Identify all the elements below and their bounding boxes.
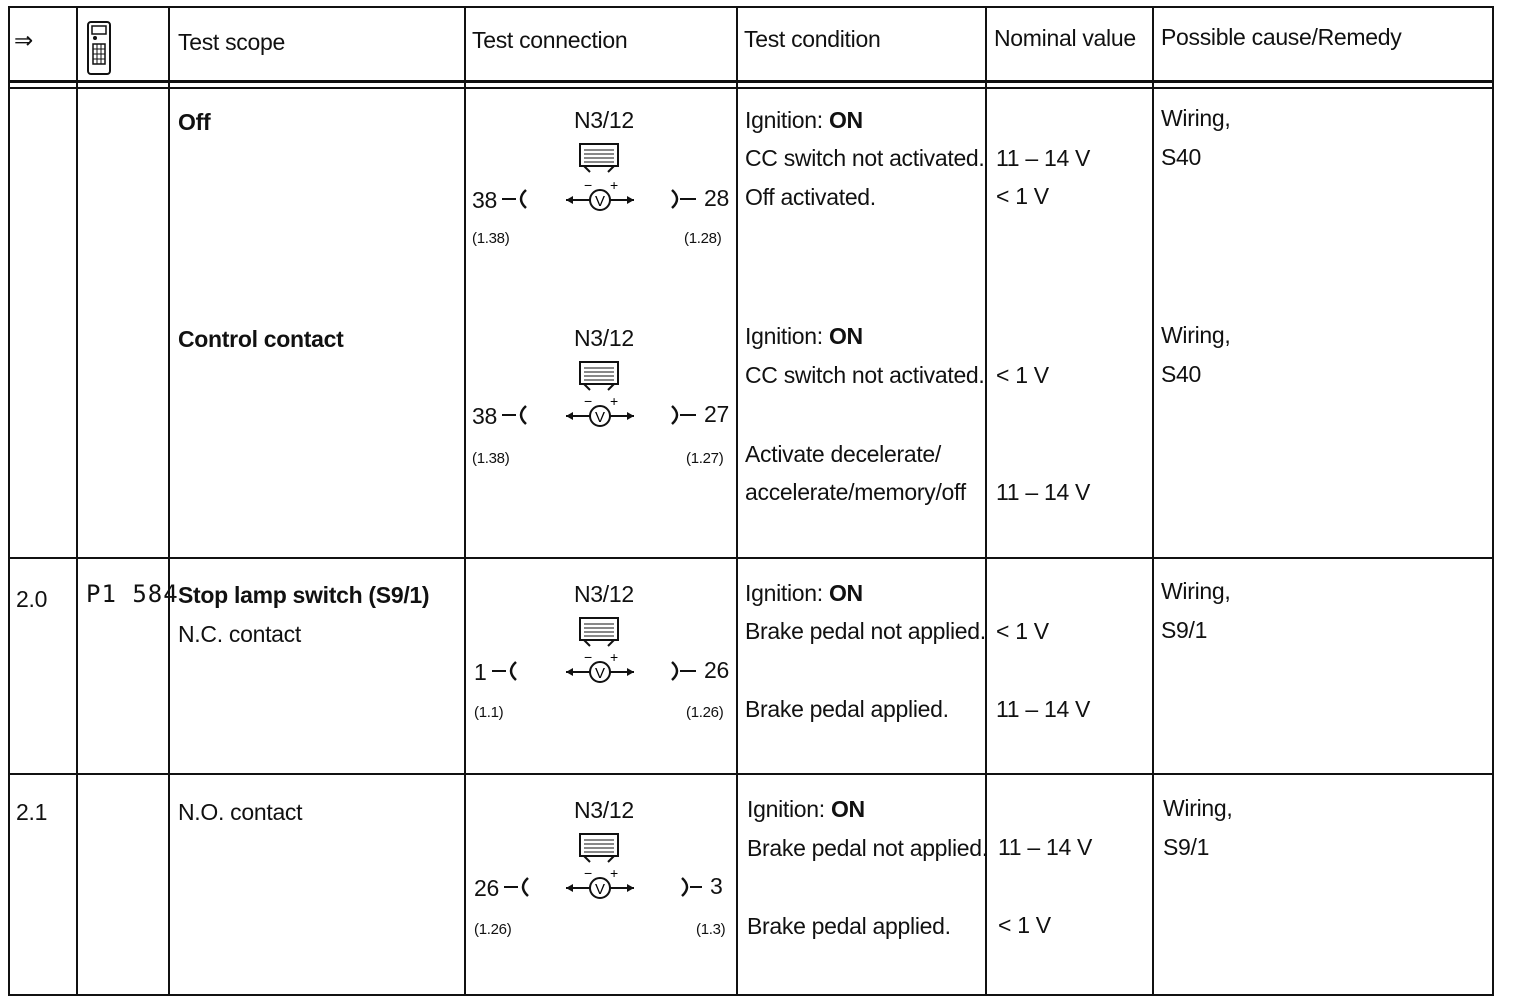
condition-text: Brake pedal applied. — [745, 696, 949, 722]
condition-text: Off activated. — [745, 184, 876, 210]
nominal-value: 11 – 14 V — [996, 145, 1091, 171]
header-test-scope: Test scope — [178, 29, 285, 55]
module-label: N3/12 — [574, 325, 634, 351]
left-ref: (1.38) — [472, 230, 510, 247]
svg-text:−: − — [584, 865, 593, 881]
left-pin: 26 — [474, 875, 499, 901]
left-pin: 38 — [472, 403, 497, 429]
cause-text: Wiring, — [1161, 105, 1231, 131]
cause-text: S9/1 — [1161, 617, 1208, 643]
test-connection-diagram — [466, 104, 738, 254]
probe-left-icon — [500, 184, 530, 214]
condition-ignition: Ignition: ON — [745, 107, 863, 133]
svg-text:V: V — [595, 881, 606, 898]
probe-right-icon — [668, 400, 698, 430]
probe-right-icon — [668, 184, 698, 214]
condition-text: accelerate/memory/off — [745, 479, 966, 505]
scope-title: Control contact — [178, 326, 344, 352]
left-pin: 38 — [472, 187, 497, 213]
svg-text:−: − — [584, 649, 593, 665]
condition-ignition: Ignition: ON — [745, 580, 863, 606]
header-possible-cause: Possible cause/Remedy — [1161, 24, 1402, 50]
left-ref: (1.38) — [472, 450, 510, 467]
connector-block-icon — [576, 614, 624, 648]
test-connection-diagram — [466, 794, 738, 944]
scope-title: Off — [178, 109, 211, 135]
cause-text: Wiring, — [1161, 578, 1231, 604]
condition-text: Brake pedal not applied. — [747, 835, 988, 861]
connector-block-icon — [576, 140, 624, 174]
scope-title: Stop lamp switch (S9/1) — [178, 582, 430, 608]
left-ref: (1.26) — [474, 921, 512, 938]
right-pin: 28 — [704, 185, 729, 211]
module-label: N3/12 — [574, 107, 634, 133]
voltmeter-icon — [562, 178, 642, 218]
svg-text:+: + — [610, 865, 619, 881]
connector-block-icon — [576, 358, 624, 392]
svg-text:−: − — [584, 393, 593, 409]
scope-subtitle: N.C. contact — [178, 621, 301, 647]
right-pin: 3 — [710, 873, 723, 899]
nominal-value: 11 – 14 V — [996, 479, 1091, 505]
svg-text:V: V — [595, 409, 606, 426]
probe-right-icon — [668, 656, 698, 686]
cause-text: Wiring, — [1163, 795, 1233, 821]
svg-text:+: + — [610, 177, 619, 193]
probe-left-icon — [490, 656, 520, 686]
probe-right-icon — [678, 872, 708, 902]
module-label: N3/12 — [574, 581, 634, 607]
nominal-value: < 1 V — [996, 618, 1049, 644]
condition-text: Activate decelerate/ — [745, 441, 942, 467]
voltmeter-icon — [562, 394, 642, 434]
nominal-value: 11 – 14 V — [996, 696, 1091, 722]
connector-block-icon — [576, 830, 624, 864]
right-ref: (1.27) — [686, 450, 724, 467]
nominal-value: < 1 V — [996, 183, 1049, 209]
condition-text: Brake pedal not applied. — [745, 618, 986, 644]
svg-text:−: − — [584, 177, 593, 193]
right-pin: 27 — [704, 401, 729, 427]
right-ref: (1.3) — [696, 921, 726, 938]
left-ref: (1.1) — [474, 704, 504, 721]
condition-text: Brake pedal applied. — [747, 913, 951, 939]
test-connection-diagram — [466, 322, 738, 472]
right-ref: (1.28) — [684, 230, 722, 247]
probe-left-icon — [500, 400, 530, 430]
header-test-condition: Test condition — [744, 26, 881, 52]
cause-text: Wiring, — [1161, 322, 1231, 348]
nominal-value: < 1 V — [996, 362, 1049, 388]
module-label: N3/12 — [574, 797, 634, 823]
voltmeter-icon — [562, 866, 642, 906]
nominal-value: < 1 V — [998, 912, 1051, 938]
cause-text: S9/1 — [1163, 834, 1210, 860]
right-pin: 26 — [704, 657, 729, 683]
fault-code: P1 584 — [86, 580, 179, 608]
tester-device-icon — [86, 20, 112, 81]
condition-ignition: Ignition: ON — [745, 323, 863, 349]
svg-text:+: + — [610, 393, 619, 409]
voltmeter-icon — [562, 650, 642, 690]
step-number: 2.0 — [16, 586, 48, 612]
right-ref: (1.26) — [686, 704, 724, 721]
arrow-icon: ⇒ — [14, 27, 33, 53]
probe-left-icon — [502, 872, 532, 902]
svg-text:V: V — [595, 193, 606, 210]
step-number: 2.1 — [16, 799, 48, 825]
svg-text:+: + — [610, 649, 619, 665]
cause-text: S40 — [1161, 144, 1202, 170]
test-connection-diagram — [466, 578, 738, 728]
scope-subtitle: N.O. contact — [178, 799, 303, 825]
header-nominal-value: Nominal value — [994, 25, 1136, 51]
cause-text: S40 — [1161, 361, 1202, 387]
svg-text:V: V — [595, 665, 606, 682]
nominal-value: 11 – 14 V — [998, 834, 1093, 860]
condition-text: CC switch not activated. — [745, 145, 985, 171]
header-test-connection: Test connection — [472, 27, 628, 53]
condition-ignition: Ignition: ON — [747, 796, 865, 822]
condition-text: CC switch not activated. — [745, 362, 985, 388]
left-pin: 1 — [474, 659, 487, 685]
